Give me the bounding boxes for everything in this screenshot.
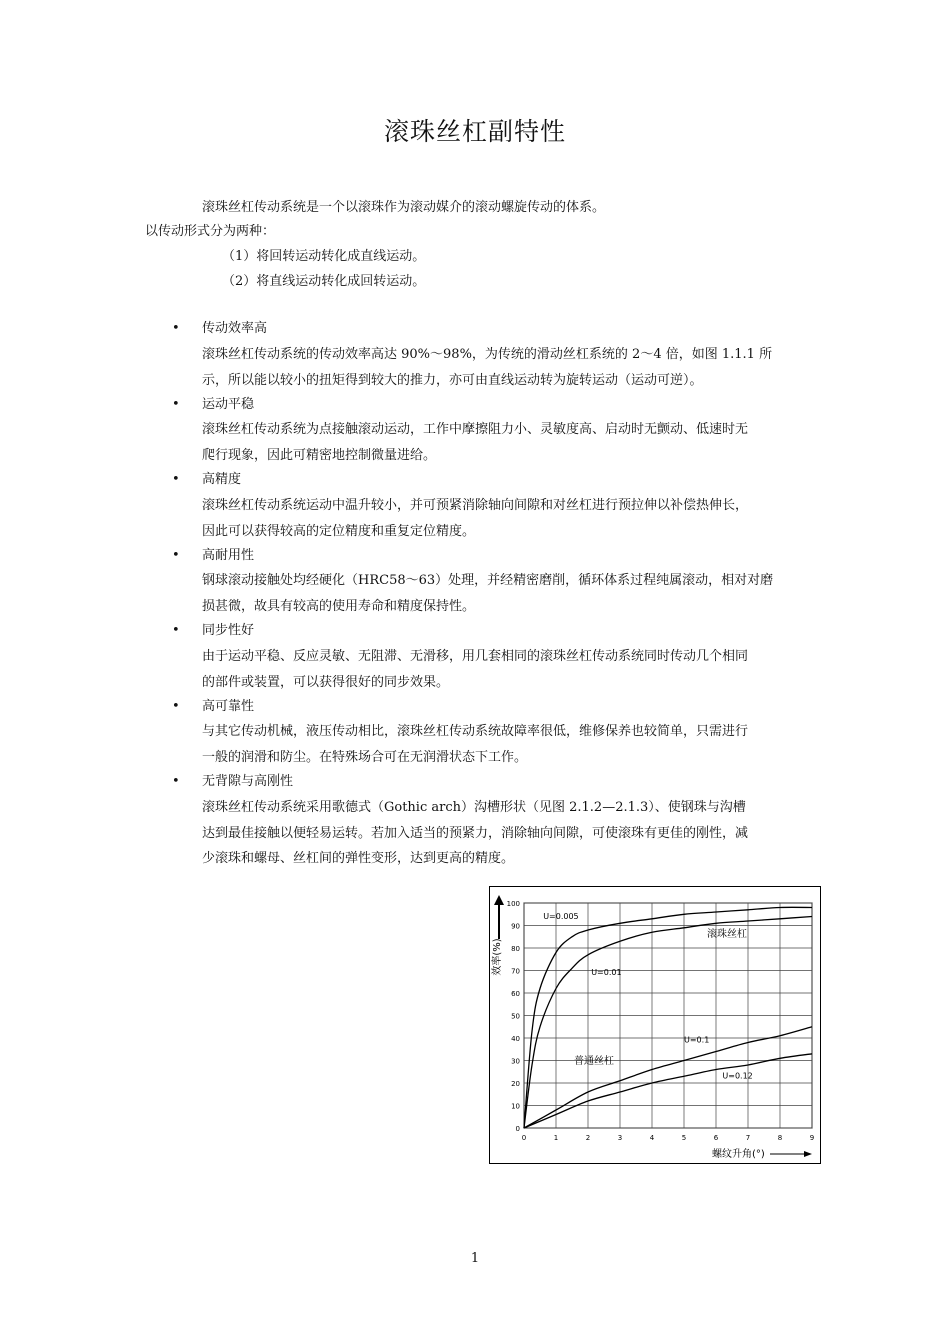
y-tick-label: 70 (511, 967, 520, 976)
y-tick-label: 40 (511, 1035, 520, 1043)
feature-title: 高精度 (202, 472, 242, 487)
feature-line: 少滚珠和螺母、丝杠间的弹性变形，达到更高的精度。 (202, 851, 515, 866)
feature-line: 滚珠丝杠传动系统的传动效率高达 90%～98%，为传统的滑动丝杠系统的 2～4 倍，如图 1.1.1 所 (202, 347, 773, 362)
feature-body (202, 644, 812, 695)
page-number: 1 (470, 1251, 480, 1266)
bullet-icon: • (172, 548, 180, 563)
feature-body (202, 417, 812, 468)
x-tick-labels (522, 1134, 814, 1142)
feature-line: 损甚微，故具有较高的使用寿命和精度保持性。 (202, 598, 476, 614)
series-label: U=0.12 (722, 1071, 753, 1081)
y-tick-labels (507, 900, 520, 1133)
x-tick-label: 9 (809, 1134, 815, 1142)
feature-line: 滚珠丝杠传动系统采用歌德式（Gothic arch）沟槽形状（见图 2.1.2—2.1.3）、使钢珠与沟槽 (202, 800, 746, 815)
x-tick-label: 6 (713, 1134, 719, 1142)
intro-line-1: 滚珠丝杠传动系统是一个以滚珠作为滚动媒介的滚动螺旋传动的体系。 (202, 200, 606, 215)
efficiency-chart (489, 886, 821, 1164)
feature-line: 爬行现象，因此可精密地控制微量进给。 (202, 447, 437, 463)
x-tick-label: 4 (649, 1134, 655, 1142)
y-tick-label: 90 (511, 922, 520, 931)
feature-body (202, 342, 812, 393)
feature-body (202, 795, 812, 872)
intro-item-1: （1）将回转运动转化成直线运动。 (222, 249, 426, 264)
x-tick-label: 2 (585, 1134, 591, 1142)
feature-line: 因此可以获得较高的定位精度和重复定位精度。 (202, 523, 476, 539)
y-axis-label: 效率(%) (492, 938, 503, 976)
feature-body (202, 493, 812, 544)
chart-grid (524, 903, 812, 1128)
feature-line: 滚珠丝杠传动系统为点接触滚动运动，工作中摩擦阻力小、灵敏度高、启动时无颤动、低速时无 (202, 422, 749, 437)
y-tick-label: 0 (515, 1125, 520, 1133)
feature-line: 达到最佳接触以便轻易运转。若加入适当的预紧力，消除轴向间隙，可使滚珠有更佳的刚性，减 (202, 825, 749, 841)
x-tick-label: 5 (681, 1134, 687, 1142)
feature-title: 传动效率高 (202, 321, 268, 336)
feature-title: 运动平稳 (202, 397, 255, 412)
y-tick-label: 60 (511, 990, 520, 998)
feature-title: 无背隙与高刚性 (202, 774, 294, 789)
feature-body (202, 568, 812, 619)
feature-line: 滚珠丝杠传动系统运动中温升较小，并可预紧消除轴向间隙和对丝杠进行预拉伸以补偿热伸长， (202, 498, 749, 513)
bullet-icon: • (172, 774, 180, 789)
intro-line-2: 以传动形式分为两种： (145, 224, 276, 239)
feature-line: 由于运动平稳、反应灵敏、无阻滞、无滑移，用几套相同的滚珠丝杠传动系统同时传动几个相同 (202, 649, 749, 664)
y-tick-label: 50 (511, 1012, 520, 1021)
intro-item-2: （2）将直线运动转化成回转运动。 (222, 274, 426, 289)
series-line (524, 1027, 812, 1128)
feature-line: 一般的润滑和防尘。在特殊场合可在无润滑状态下工作。 (202, 749, 528, 765)
y-axis-arrowhead (494, 895, 504, 905)
ball-screw-annotation: 滚珠丝杠 (707, 929, 747, 940)
x-axis-arrowhead (804, 1151, 812, 1157)
feature-line: 的部件或装置，可以获得很好的同步效果。 (202, 674, 450, 690)
x-axis-label: 螺纹升角(°) (712, 1149, 765, 1160)
bullet-icon: • (172, 699, 180, 714)
x-tick-label: 0 (521, 1134, 527, 1142)
y-tick-label: 10 (511, 1102, 520, 1111)
series-line (524, 907, 812, 1128)
y-tick-label: 80 (511, 945, 520, 953)
series-label: U=0.01 (591, 968, 622, 977)
y-tick-label: 20 (511, 1080, 520, 1088)
feature-title: 同步性好 (202, 623, 255, 638)
y-tick-label: 100 (506, 900, 520, 908)
x-tick-label: 8 (777, 1134, 783, 1142)
bullet-icon: • (172, 472, 180, 487)
bullet-icon: • (172, 321, 180, 336)
y-tick-label: 30 (511, 1057, 520, 1066)
series-label: U=0.1 (684, 1035, 710, 1045)
chart-series (524, 907, 812, 1128)
feature-line: 与其它传动机械，液压传动相比，滚珠丝杠传动系统故障率很低，维修保养也较简单，只需进行 (202, 724, 749, 739)
feature-title: 高耐用性 (202, 548, 255, 563)
plain-screw-annotation: 普通丝杠 (574, 1056, 614, 1067)
feature-body (202, 719, 812, 770)
x-tick-label: 7 (745, 1134, 751, 1142)
series-label: U=0.005 (543, 911, 579, 921)
bullet-icon: • (172, 623, 180, 638)
feature-title: 高可靠性 (202, 699, 255, 714)
x-tick-label: 3 (617, 1134, 623, 1142)
feature-line: 钢球滚动接触处均经硬化（HRC58～63）处理，并经精密磨削，循环体系过程纯属滚动，相对对磨 (202, 573, 774, 588)
efficiency-chart-svg (490, 887, 820, 1163)
bullet-icon: • (172, 397, 180, 412)
x-tick-label: 1 (553, 1134, 559, 1142)
feature-line: 示，所以能以较小的扭矩得到较大的推力，亦可由直线运动转为旋转运动（运动可逆）。 (202, 372, 703, 388)
page-title: 滚珠丝杠副特性 (383, 117, 566, 146)
